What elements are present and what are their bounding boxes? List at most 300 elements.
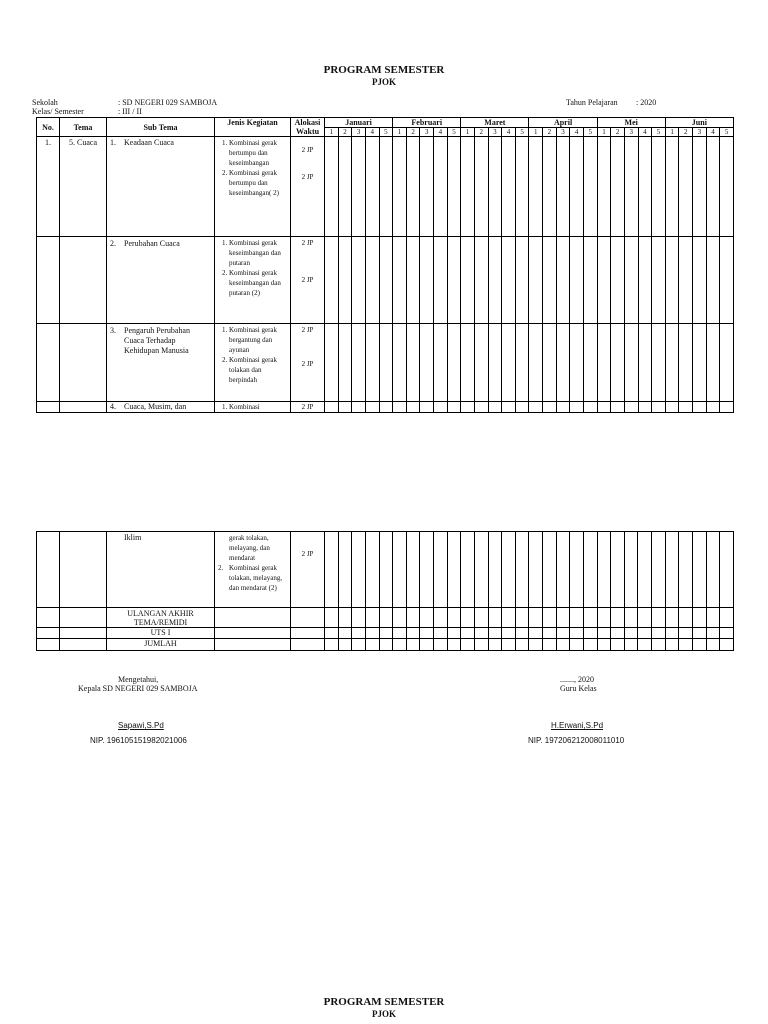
week-cell: [365, 137, 379, 237]
row-tema: 5. Cuaca: [60, 137, 107, 237]
week-cell: [556, 628, 570, 639]
week-number-header: 1: [393, 128, 407, 137]
row-subtema: [107, 324, 215, 402]
week-cell: [624, 402, 638, 413]
week-cell: [379, 324, 393, 402]
week-cell: [570, 532, 584, 608]
week-cell: [338, 137, 352, 237]
tahun-value: : 2020: [636, 98, 657, 107]
week-cell: [543, 324, 557, 402]
week-cell: [502, 137, 516, 237]
week-cell: [447, 324, 461, 402]
week-cell: [583, 137, 597, 237]
week-cell: [597, 324, 611, 402]
week-number-header: 5: [447, 128, 461, 137]
week-cell: [461, 137, 475, 237]
table-row: [37, 324, 734, 402]
week-cell: [597, 608, 611, 628]
jp-value: 2 JP: [301, 550, 314, 558]
week-cell: [665, 237, 679, 324]
week-cell: [461, 237, 475, 324]
week-cell: [543, 628, 557, 639]
table-row: [37, 137, 734, 237]
jp-value: 2 JP: [301, 276, 314, 284]
week-cell: [406, 402, 420, 413]
guru-kelas-label: Guru Kelas: [560, 684, 597, 693]
row-tema: [60, 237, 107, 324]
week-cell: [543, 639, 557, 651]
week-cell: [406, 532, 420, 608]
week-cell: [488, 324, 502, 402]
week-cell: [679, 137, 693, 237]
week-cell: [529, 628, 543, 639]
week-cell: [611, 639, 625, 651]
week-cell: [502, 402, 516, 413]
row-alokasi: [291, 402, 325, 413]
week-cell: [611, 532, 625, 608]
week-cell: [434, 608, 448, 628]
week-cell: [611, 628, 625, 639]
week-cell: [515, 324, 529, 402]
week-cell: [379, 532, 393, 608]
week-number-header: 4: [434, 128, 448, 137]
week-cell: [406, 628, 420, 639]
week-cell: [706, 324, 720, 402]
week-cell: [597, 402, 611, 413]
week-cell: [406, 237, 420, 324]
subtema-number: 2.: [110, 239, 116, 248]
week-cell: [652, 237, 666, 324]
row-alokasi: [291, 237, 325, 324]
week-number-header: 5: [515, 128, 529, 137]
week-cell: [338, 324, 352, 402]
week-cell: [379, 608, 393, 628]
week-cell: [488, 608, 502, 628]
page2-subtitle: PJOK: [372, 1009, 396, 1019]
kepala-sekolah-name: Sapawi,S.Pd: [118, 721, 164, 730]
col-tema-header: Tema: [60, 118, 107, 137]
subtema-title: Cuaca, Musim, dan: [124, 402, 187, 411]
week-cell: [720, 137, 734, 237]
week-cell: [692, 628, 706, 639]
week-cell: [420, 137, 434, 237]
week-cell: [420, 608, 434, 628]
page-subtitle: PJOK: [372, 77, 396, 87]
week-number-header: 1: [597, 128, 611, 137]
week-cell: [720, 237, 734, 324]
week-cell: [474, 639, 488, 651]
week-cell: [583, 237, 597, 324]
week-cell: [420, 402, 434, 413]
jp-value: 2 JP: [301, 326, 314, 334]
guru-kelas-name: H.Erwani,S.Pd: [551, 721, 604, 730]
week-cell: [556, 639, 570, 651]
week-cell: [611, 237, 625, 324]
week-cell: [420, 628, 434, 639]
week-number-header: 1: [529, 128, 543, 137]
week-cell: [325, 628, 339, 639]
month-header: Januari: [325, 118, 393, 128]
week-cell: [365, 532, 379, 608]
week-cell: [393, 237, 407, 324]
week-cell: [474, 137, 488, 237]
week-number-header: 1: [461, 128, 475, 137]
week-cell: [325, 608, 339, 628]
week-cell: [652, 628, 666, 639]
week-cell: [597, 237, 611, 324]
week-cell: [638, 324, 652, 402]
week-cell: [474, 324, 488, 402]
week-cell: [515, 639, 529, 651]
week-cell: [434, 324, 448, 402]
week-cell: [502, 324, 516, 402]
week-number-header: 3: [693, 128, 707, 137]
week-number-header: 2: [543, 128, 557, 137]
week-cell: [583, 608, 597, 628]
week-cell: [461, 639, 475, 651]
week-cell: [515, 402, 529, 413]
summary-label: UTS I: [107, 628, 215, 639]
activity-number: 2.: [218, 564, 224, 572]
week-cell: [461, 532, 475, 608]
col-jenis-header: Jenis Kegiatan: [215, 118, 291, 137]
week-cell: [679, 608, 693, 628]
month-header: Februari: [393, 118, 461, 128]
page-title: PROGRAM SEMESTER: [323, 64, 445, 76]
row-tema: [60, 324, 107, 402]
week-cell: [365, 237, 379, 324]
week-cell: [420, 639, 434, 651]
week-cell: [488, 628, 502, 639]
week-cell: [624, 137, 638, 237]
week-cell: [515, 137, 529, 237]
week-cell: [406, 639, 420, 651]
week-cell: [679, 324, 693, 402]
week-cell: [461, 324, 475, 402]
week-cell: [665, 402, 679, 413]
week-cell: [502, 628, 516, 639]
week-cell: [570, 402, 584, 413]
week-cell: [720, 639, 734, 651]
week-cell: [325, 639, 339, 651]
week-cell: [624, 628, 638, 639]
row-no: [37, 237, 60, 324]
activity-item: 1. Kombinasi gerak bertumpu dan keseimbangan: [229, 138, 288, 168]
week-number-header: 2: [338, 128, 352, 137]
week-cell: [583, 324, 597, 402]
week-cell: [461, 608, 475, 628]
week-number-header: 5: [720, 128, 734, 137]
week-cell: [515, 532, 529, 608]
row-subtema: [107, 532, 215, 608]
week-cell: [556, 608, 570, 628]
week-cell: [583, 532, 597, 608]
week-cell: [693, 237, 707, 324]
week-cell: [434, 237, 448, 324]
week-cell: [720, 532, 734, 608]
week-cell: [515, 237, 529, 324]
week-cell: [434, 639, 448, 651]
week-cell: [529, 608, 543, 628]
week-cell: [652, 532, 666, 608]
week-cell: [515, 628, 529, 639]
week-cell: [692, 532, 706, 608]
row-subtema: [107, 137, 215, 237]
week-number-header: 3: [420, 128, 434, 137]
week-cell: [679, 237, 693, 324]
week-cell: [488, 402, 502, 413]
week-cell: [693, 402, 707, 413]
guru-kelas-nip: NIP. 197206212008011010: [528, 736, 625, 745]
week-cell: [665, 324, 679, 402]
jp-value: 2 JP: [301, 239, 314, 247]
week-cell: [393, 639, 407, 651]
week-cell: [447, 639, 461, 651]
week-cell: [529, 137, 543, 237]
week-cell: [420, 532, 434, 608]
week-cell: [529, 402, 543, 413]
week-cell: [352, 137, 366, 237]
week-cell: [461, 628, 475, 639]
table-row: [37, 532, 734, 608]
week-cell: [693, 324, 707, 402]
week-cell: [393, 628, 407, 639]
week-cell: [434, 628, 448, 639]
week-number-header: 2: [474, 128, 488, 137]
week-cell: [447, 402, 461, 413]
week-number-header: 3: [352, 128, 366, 137]
week-cell: [502, 237, 516, 324]
week-cell: [488, 237, 502, 324]
subtema-number: 3.: [110, 326, 116, 335]
week-cell: [338, 402, 352, 413]
week-cell: [352, 237, 366, 324]
week-cell: [325, 532, 339, 608]
week-cell: [447, 237, 461, 324]
row-activities: [215, 137, 291, 237]
header-row-1: [37, 118, 734, 128]
week-cell: [393, 532, 407, 608]
row-activities: [215, 402, 291, 413]
week-cell: [420, 237, 434, 324]
week-number-header: 3: [488, 128, 502, 137]
week-cell: [583, 402, 597, 413]
week-cell: [529, 324, 543, 402]
month-header: Juni: [665, 118, 733, 128]
week-cell: [338, 237, 352, 324]
activity-item: 2. Kombinasi gerak bertumpu dan keseimbangan( 2): [229, 168, 288, 198]
week-cell: [434, 402, 448, 413]
mengetahui-label: Mengetahui,: [118, 675, 159, 684]
table-row: [37, 402, 734, 413]
week-cell: [597, 532, 611, 608]
week-cell: [379, 628, 393, 639]
week-number-header: 2: [611, 128, 625, 137]
week-cell: [393, 608, 407, 628]
week-cell: [679, 628, 693, 639]
week-number-header: 2: [406, 128, 420, 137]
week-cell: [556, 402, 570, 413]
subtema-title: Iklim: [124, 533, 142, 542]
row-no: [37, 402, 60, 413]
activity-item: 1. Kombinasi gerak bergantung dan ayunan: [229, 325, 288, 355]
row-no: [37, 324, 60, 402]
activity-item: 2. Kombinasi gerak tolakan dan berpindah: [229, 355, 288, 385]
sekolah-value: : SD NEGERI 029 SAMBOJA: [118, 98, 218, 107]
activity-item: 1. Kombinasi: [229, 402, 288, 412]
week-cell: [325, 402, 339, 413]
program-table-continued: [36, 531, 734, 651]
week-cell: [352, 639, 366, 651]
week-cell: [338, 608, 352, 628]
week-cell: [352, 402, 366, 413]
week-cell: [638, 639, 652, 651]
month-header: April: [529, 118, 597, 128]
subtema-number: 4.: [110, 402, 116, 411]
week-cell: [352, 324, 366, 402]
week-cell: [638, 137, 652, 237]
week-cell: [365, 639, 379, 651]
summary-label: ULANGAN AKHIR TEMA/REMIDI: [107, 608, 215, 628]
week-cell: [474, 532, 488, 608]
week-cell: [679, 402, 693, 413]
week-cell: [474, 628, 488, 639]
week-cell: [570, 608, 584, 628]
week-number-header: 5: [583, 128, 597, 137]
week-cell: [352, 628, 366, 639]
week-number-header: 4: [365, 128, 379, 137]
week-cell: [638, 402, 652, 413]
summary-row: [37, 628, 734, 639]
week-cell: [393, 137, 407, 237]
row-activities: [215, 237, 291, 324]
row-subtema: [107, 402, 215, 413]
week-cell: [502, 639, 516, 651]
week-cell: [393, 402, 407, 413]
program-table: [36, 117, 734, 413]
week-cell: [488, 639, 502, 651]
week-cell: [406, 608, 420, 628]
week-cell: [488, 532, 502, 608]
week-cell: [338, 532, 352, 608]
week-cell: [461, 402, 475, 413]
week-cell: [652, 402, 666, 413]
week-cell: [611, 324, 625, 402]
row-alokasi: [291, 137, 325, 237]
kelas-value: : III / II: [118, 107, 142, 116]
week-cell: [474, 237, 488, 324]
week-number-header: 4: [570, 128, 584, 137]
week-cell: [611, 402, 625, 413]
row-subtema: [107, 237, 215, 324]
week-cell: [692, 639, 706, 651]
week-cell: [515, 608, 529, 628]
row-alokasi: [291, 324, 325, 402]
week-number-header: 5: [379, 128, 393, 137]
week-cell: [652, 608, 666, 628]
week-cell: [338, 639, 352, 651]
week-cell: [597, 137, 611, 237]
week-cell: [720, 402, 734, 413]
week-cell: [638, 532, 652, 608]
activity-item: 2. Kombinasi gerak keseimbangan dan putaran (2): [229, 268, 288, 298]
row-alokasi: [291, 532, 325, 608]
subtema-title: Perubahan Cuaca: [124, 239, 180, 248]
week-cell: [570, 639, 584, 651]
subtema-title: Keadaan Cuaca: [124, 138, 174, 147]
row-tema: [60, 402, 107, 413]
week-cell: [325, 324, 339, 402]
week-cell: [720, 608, 734, 628]
week-cell: [570, 324, 584, 402]
week-cell: [325, 137, 339, 237]
week-cell: [379, 237, 393, 324]
week-number-header: 4: [638, 128, 652, 137]
week-cell: [706, 608, 720, 628]
week-cell: [679, 639, 693, 651]
week-cell: [474, 402, 488, 413]
sekolah-label: Sekolah: [32, 98, 58, 107]
activity-item: 1. Kombinasi gerak keseimbangan dan putaran: [229, 238, 288, 268]
week-cell: [543, 237, 557, 324]
week-cell: [529, 639, 543, 651]
week-cell: [706, 137, 720, 237]
subtema-title: Pengaruh Perubahan Cuaca Terhadap Kehidupan Manusia: [124, 326, 190, 355]
tahun-label: Tahun Pelajaran: [566, 98, 618, 107]
row-activities: [215, 324, 291, 402]
week-number-header: 4: [502, 128, 516, 137]
jp-value: 2 JP: [301, 173, 314, 181]
week-cell: [352, 608, 366, 628]
week-number-header: 4: [706, 128, 720, 137]
week-cell: [706, 628, 720, 639]
row-activities: [215, 532, 291, 608]
week-cell: [474, 608, 488, 628]
week-cell: [706, 639, 720, 651]
week-cell: [570, 237, 584, 324]
week-cell: [638, 628, 652, 639]
summary-row: [37, 639, 734, 651]
subtema-number: 1.: [110, 138, 116, 147]
week-cell: [447, 532, 461, 608]
week-cell: [543, 402, 557, 413]
week-cell: [406, 137, 420, 237]
week-number-header: 5: [652, 128, 666, 137]
activity-item: Kombinasi gerak tolakan, melayang, dan mendarat (2): [229, 564, 283, 592]
week-cell: [556, 324, 570, 402]
kelas-label: Kelas/ Semester: [32, 107, 84, 116]
week-number-header: 1: [665, 128, 679, 137]
week-cell: [529, 237, 543, 324]
week-cell: [365, 402, 379, 413]
summary-label: JUMLAH: [107, 639, 215, 651]
summary-row: [37, 608, 734, 628]
week-cell: [624, 608, 638, 628]
week-number-header: 1: [325, 128, 339, 137]
week-cell: [706, 532, 720, 608]
week-number-header: 2: [679, 128, 693, 137]
week-cell: [393, 324, 407, 402]
week-cell: [652, 324, 666, 402]
week-cell: [488, 137, 502, 237]
week-cell: [365, 628, 379, 639]
week-cell: [720, 324, 734, 402]
week-cell: [706, 402, 720, 413]
week-cell: [679, 532, 693, 608]
week-cell: [583, 639, 597, 651]
week-cell: [652, 137, 666, 237]
week-cell: [693, 137, 707, 237]
